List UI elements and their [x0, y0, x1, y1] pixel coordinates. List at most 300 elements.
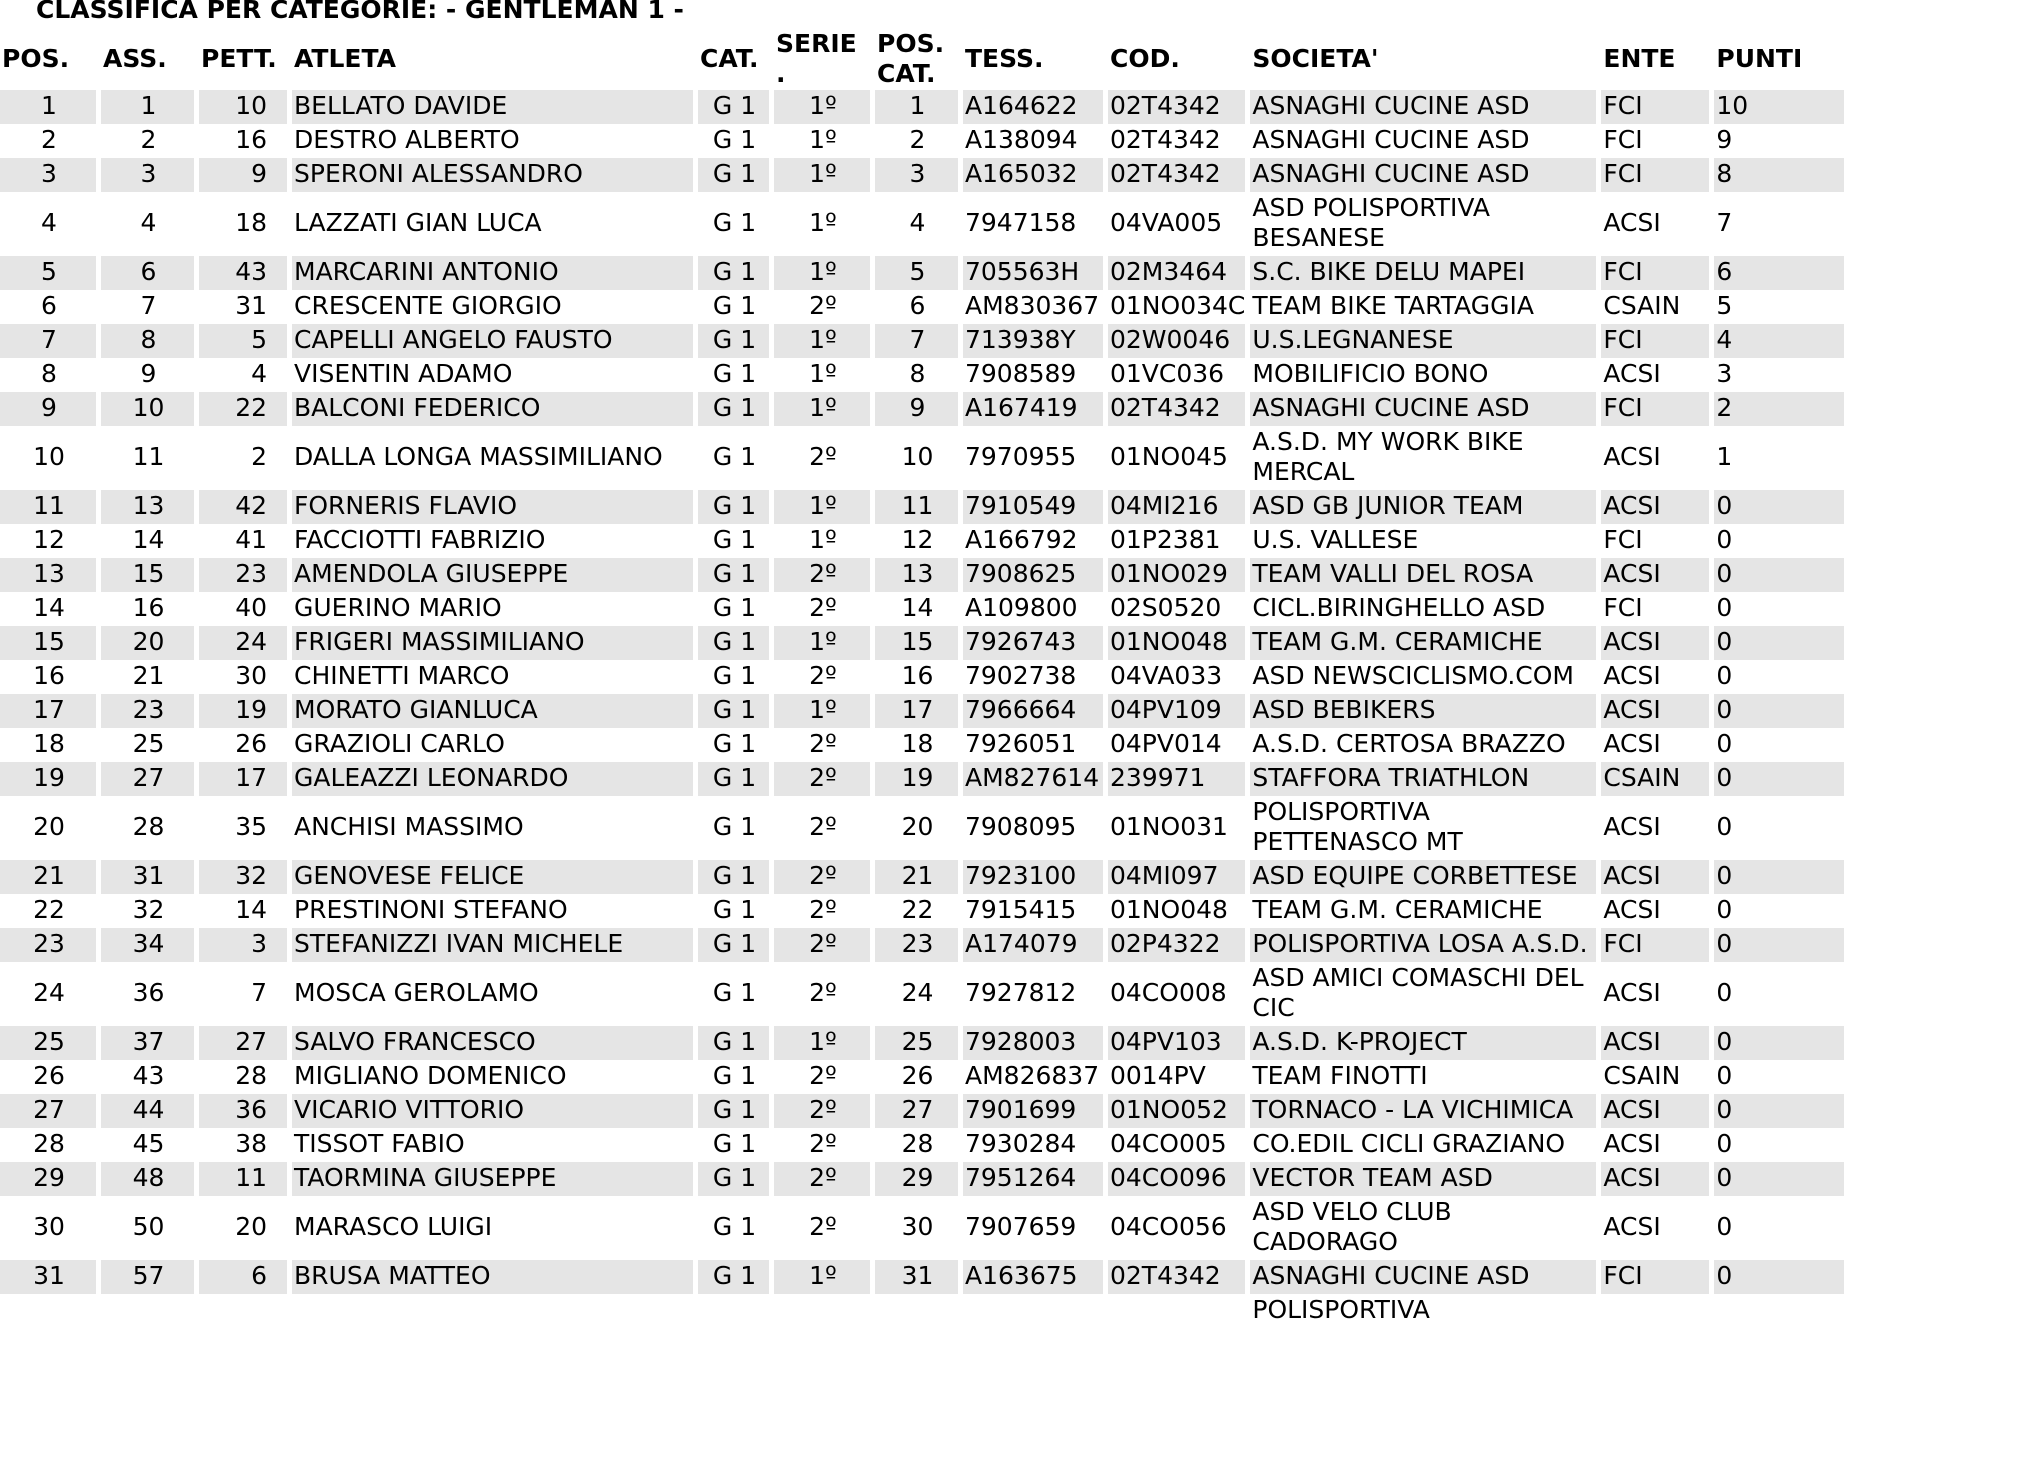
cell-ente: ACSI: [1603, 978, 1661, 1007]
cell-ass: 31: [101, 860, 194, 894]
cell-punti: 0: [1716, 895, 1733, 924]
cell-punti: 0: [1716, 1212, 1733, 1241]
cell-ente: FCI: [1603, 525, 1643, 554]
cell-tess: A138094: [965, 125, 1078, 154]
cell-cat: G 1: [712, 208, 757, 237]
cell-atleta: MARCARINI ANTONIO: [292, 256, 693, 290]
cell-ente: CSAIN: [1603, 291, 1681, 320]
cell-pos: 21: [0, 860, 96, 894]
cell-societa: ASNAGHI CUCINE ASD: [1252, 125, 1530, 154]
cell-serie: 1º: [774, 256, 870, 290]
cell-poscat: 4: [909, 208, 926, 237]
cell-atleta: BELLATO DAVIDE: [292, 90, 693, 124]
cell-serie: 1º: [809, 125, 837, 154]
cell-pos: 17: [0, 694, 96, 728]
cell-poscat: 21: [875, 860, 958, 894]
cell-atleta: DALLA LONGA MASSIMILIANO: [294, 442, 663, 471]
cell-ass: 44: [101, 1094, 194, 1128]
cell-cod: 04CO096: [1108, 1162, 1245, 1196]
cell-ente: ACSI: [1603, 1212, 1661, 1241]
cell-pos: 24: [33, 978, 65, 1007]
cell-pett: 26: [235, 729, 267, 758]
cell-cod: 04MI216: [1108, 490, 1245, 524]
cell-pett: 20: [235, 1212, 267, 1241]
cell-poscat: 10: [901, 442, 934, 471]
cell-societa: ASD VELO CLUB CADORAGO: [1252, 1197, 1452, 1256]
cell-pett: 2: [251, 442, 267, 471]
cell-ass: 43: [132, 1061, 165, 1090]
table-row: [0, 358, 1844, 392]
cell-poscat: 1: [875, 90, 958, 124]
cell-pos: 18: [33, 729, 65, 758]
table-row: [0, 1162, 1844, 1196]
cell-serie: 1º: [809, 359, 837, 388]
col-header-punti: PUNTI: [1716, 44, 1803, 73]
cell-pett: 24: [199, 626, 287, 660]
cell-atleta: BALCONI FEDERICO: [292, 392, 693, 426]
cell-empty: [774, 1294, 870, 1328]
cell-ente: ACSI: [1601, 490, 1709, 524]
cell-cod: 04MI097: [1108, 860, 1245, 894]
col-header-pos: POS.: [2, 44, 70, 73]
cell-cat: G 1: [712, 593, 757, 622]
cell-poscat: 20: [901, 812, 934, 841]
cell-cat: G 1: [712, 1061, 757, 1090]
col-header-poscat: [875, 28, 958, 90]
cell-punti: 9: [1716, 125, 1733, 154]
cell-pos: 26: [33, 1061, 65, 1090]
cell-atleta: GENOVESE FELICE: [292, 860, 693, 894]
cell-ass: 21: [132, 661, 165, 690]
cell-ass: 20: [101, 626, 194, 660]
cell-punti: 5: [1716, 291, 1733, 320]
cell-ass: 50: [132, 1212, 165, 1241]
cell-poscat: 8: [909, 359, 926, 388]
cell-ente: FCI: [1603, 125, 1643, 154]
cell-pett: 19: [199, 694, 287, 728]
cell-societa: TEAM FINOTTI: [1252, 1061, 1428, 1090]
cell-societa: CO.EDIL CICLI GRAZIANO: [1252, 1129, 1566, 1158]
cell-ente: CSAIN: [1603, 1061, 1681, 1090]
cell-cod: 02M3464: [1108, 256, 1245, 290]
cell-tess: 7947158: [965, 208, 1077, 237]
cell-cat: G 1: [712, 442, 757, 471]
cell-empty: [963, 1294, 1103, 1328]
cell-tess: A174079: [963, 928, 1103, 962]
cell-empty: [1108, 1294, 1245, 1328]
cell-cat: G 1: [698, 1162, 769, 1196]
cell-punti: 0: [1714, 490, 1844, 524]
cell-pos: 23: [0, 928, 96, 962]
cell-serie: 2º: [809, 291, 837, 320]
col-header-serie-line1: SERIE: [776, 29, 857, 58]
cell-punti: 0: [1716, 978, 1733, 1007]
cell-ente: ACSI: [1603, 812, 1661, 841]
cell-pos: 12: [33, 525, 65, 554]
cell-cat: G 1: [698, 490, 769, 524]
cell-atleta: GRAZIOLI CARLO: [294, 729, 505, 758]
cell-empty: [698, 1294, 769, 1328]
cell-serie: 2º: [809, 1212, 837, 1241]
cell-poscat: 19: [875, 762, 958, 796]
cell-ass: 34: [101, 928, 194, 962]
cell-atleta: MIGLIANO DOMENICO: [294, 1061, 567, 1090]
table-row: [0, 592, 1844, 626]
cell-pett: 23: [199, 558, 287, 592]
cell-serie: 2º: [774, 558, 870, 592]
cell-cat: G 1: [698, 928, 769, 962]
cell-cod: 02T4342: [1108, 90, 1245, 124]
cell-serie: 1º: [809, 208, 837, 237]
cell-cod: 01NO034C: [1110, 291, 1246, 320]
cell-serie: 2º: [774, 928, 870, 962]
cell-societa: U.S.LEGNANESE: [1250, 324, 1596, 358]
cell-cat: G 1: [698, 1026, 769, 1060]
cell-ass: 23: [101, 694, 194, 728]
table-row: [0, 894, 1844, 928]
cell-societa: ASD POLISPORTIVA BESANESE: [1252, 193, 1491, 252]
col-header-ente: ENTE: [1603, 44, 1676, 73]
cell-ente: ACSI: [1603, 661, 1661, 690]
cell-ass: 25: [132, 729, 165, 758]
cell-ente: ACSI: [1601, 1094, 1709, 1128]
cell-pett: 31: [235, 291, 267, 320]
cell-pett: 14: [235, 895, 267, 924]
cell-ente: ACSI: [1603, 442, 1661, 471]
cell-pos: 10: [33, 442, 65, 471]
cell-empty: [875, 1294, 958, 1328]
cell-cat: G 1: [698, 558, 769, 592]
table-header-row: [0, 28, 1844, 90]
cell-punti: 10: [1714, 90, 1844, 124]
cell-tess: 7951264: [963, 1162, 1103, 1196]
cell-pett: 17: [199, 762, 287, 796]
cell-serie: 1º: [774, 626, 870, 660]
cell-ente: ACSI: [1601, 1162, 1709, 1196]
table-row: [0, 524, 1844, 558]
cell-pos: 25: [0, 1026, 96, 1060]
cell-tess: 7907659: [965, 1212, 1077, 1241]
cell-empty: [199, 1294, 287, 1328]
table-row: [0, 626, 1844, 660]
cell-cod: 02T4342: [1108, 1260, 1245, 1294]
cell-pos: 22: [33, 895, 65, 924]
cell-punti: 4: [1714, 324, 1844, 358]
cell-poscat: 30: [901, 1212, 934, 1241]
cell-tess: A167419: [963, 392, 1103, 426]
cell-ass: 9: [140, 359, 157, 388]
cell-punti: 0: [1716, 593, 1733, 622]
cell-serie: 2º: [809, 593, 837, 622]
cell-pos: 11: [0, 490, 96, 524]
cell-atleta: CHINETTI MARCO: [294, 661, 510, 690]
cell-cat: G 1: [712, 978, 757, 1007]
cell-cod: 01VC036: [1110, 359, 1225, 388]
cell-ente: ACSI: [1601, 860, 1709, 894]
cell-atleta: AMENDOLA GIUSEPPE: [292, 558, 693, 592]
cell-punti: 0: [1714, 762, 1844, 796]
cell-atleta: TISSOT FABIO: [294, 1129, 465, 1158]
cell-poscat: 2: [909, 125, 926, 154]
cell-atleta: VISENTIN ADAMO: [294, 359, 513, 388]
cell-pos: 6: [41, 291, 57, 320]
col-header-societa: SOCIETA': [1252, 44, 1379, 73]
cell-tess: 7928003: [963, 1026, 1103, 1060]
cell-serie: 1º: [774, 90, 870, 124]
cell-tess: 7966664: [963, 694, 1103, 728]
cell-ente: ACSI: [1603, 729, 1661, 758]
cell-pos: 5: [0, 256, 96, 290]
cell-ass: 36: [132, 978, 165, 1007]
table-row: [0, 324, 1844, 358]
cell-societa: ASD AMICI COMASCHI DEL CIC: [1252, 963, 1584, 1022]
cell-cod: 04VA005: [1110, 208, 1223, 237]
cell-cod: 04PV103: [1108, 1026, 1245, 1060]
cell-pos: 20: [33, 812, 65, 841]
cell-tess: A163675: [963, 1260, 1103, 1294]
cell-serie: 1º: [809, 525, 837, 554]
cell-poscat: 22: [901, 895, 934, 924]
cell-cat: G 1: [698, 256, 769, 290]
col-header-serie-line2: .: [776, 59, 786, 88]
cell-societa: POLISPORTIVA PETTENASCO MT: [1252, 797, 1463, 856]
col-header-ass: ASS.: [103, 44, 167, 73]
cell-societa: TEAM VALLI DEL ROSA: [1250, 558, 1596, 592]
cell-punti: 0: [1714, 1026, 1844, 1060]
cell-atleta: GUERINO MARIO: [294, 593, 502, 622]
cell-cat: G 1: [712, 525, 757, 554]
table-row: [0, 1196, 1844, 1260]
cell-cod: 0014PV: [1110, 1061, 1206, 1090]
cell-punti: 0: [1714, 1260, 1844, 1294]
cell-punti: 0: [1714, 860, 1844, 894]
cell-societa: A.S.D. CERTOSA BRAZZO: [1252, 729, 1566, 758]
cell-cod: 01NO052: [1108, 1094, 1245, 1128]
cell-serie: 2º: [774, 860, 870, 894]
cell-pett: 3: [199, 928, 287, 962]
cell-cod: 01NO048: [1110, 895, 1228, 924]
cell-cat: G 1: [698, 324, 769, 358]
table-row: [0, 1260, 1844, 1294]
cell-serie: 2º: [809, 1129, 837, 1158]
col-header-pett: PETT.: [201, 44, 277, 73]
cell-atleta: MOSCA GEROLAMO: [294, 978, 539, 1007]
col-header-serie: [774, 28, 870, 90]
cell-punti: 3: [1716, 359, 1733, 388]
cell-punti: 0: [1716, 729, 1733, 758]
cell-poscat: 14: [901, 593, 934, 622]
cell-societa: POLISPORTIVA LOSA A.S.D.: [1250, 928, 1596, 962]
table-row: [0, 796, 1844, 860]
cell-ente: FCI: [1601, 90, 1709, 124]
cell-ente: ACSI: [1603, 208, 1661, 237]
cell-punti: 0: [1716, 661, 1733, 690]
col-header-poscat-line1: POS.: [877, 29, 945, 58]
cell-societa: A.S.D. MY WORK BIKE MERCAL: [1252, 427, 1524, 486]
cell-atleta: MARASCO LUIGI: [294, 1212, 493, 1241]
cell-serie: 1º: [774, 1026, 870, 1060]
cell-cat: G 1: [698, 860, 769, 894]
table-row: [0, 762, 1844, 796]
cell-empty: [292, 1294, 693, 1328]
cell-empty: [101, 1294, 194, 1328]
cell-societa: ASD GB JUNIOR TEAM: [1250, 490, 1596, 524]
cell-tess: 7923100: [963, 860, 1103, 894]
cell-tess: 7970955: [965, 442, 1077, 471]
cell-cod: 01P2381: [1110, 525, 1221, 554]
cell-atleta: DESTRO ALBERTO: [294, 125, 520, 154]
cell-pett: 35: [235, 812, 267, 841]
cell-cod: 01NO029: [1108, 558, 1245, 592]
cell-empty: [0, 1294, 96, 1328]
cell-poscat: 27: [875, 1094, 958, 1128]
cell-ass: 10: [101, 392, 194, 426]
cell-atleta: FRIGERI MASSIMILIANO: [292, 626, 693, 660]
cell-atleta: FACCIOTTI FABRIZIO: [294, 525, 546, 554]
ranking-table: [0, 28, 1849, 1328]
cell-ente: ACSI: [1601, 626, 1709, 660]
cell-ass: 45: [132, 1129, 165, 1158]
cell-serie: 2º: [809, 1061, 837, 1090]
cell-pos: 14: [33, 593, 65, 622]
cell-cod: 239971: [1108, 762, 1245, 796]
cell-cat: G 1: [712, 359, 757, 388]
cell-pett: 43: [199, 256, 287, 290]
cell-cod: 02T4342: [1108, 392, 1245, 426]
cell-tess: 7910549: [963, 490, 1103, 524]
cell-poscat: 29: [875, 1162, 958, 1196]
cell-atleta: CRESCENTE GIORGIO: [294, 291, 562, 320]
cell-punti: 0: [1716, 1061, 1733, 1090]
cell-ente: ACSI: [1601, 558, 1709, 592]
cell-poscat: 28: [901, 1129, 934, 1158]
cell-serie: 1º: [774, 490, 870, 524]
cell-societa: S.C. BIKE DELU MAPEI: [1250, 256, 1596, 290]
cell-empty: [1714, 1294, 1844, 1328]
table-row: [0, 392, 1844, 426]
table-row: [0, 1026, 1844, 1060]
table-row: [0, 1094, 1844, 1128]
cell-ass: 2: [140, 125, 157, 154]
cell-poscat: 13: [875, 558, 958, 592]
cell-societa: CICL.BIRINGHELLO ASD: [1252, 593, 1546, 622]
table-row: [0, 660, 1844, 694]
cell-atleta: STEFANIZZI IVAN MICHELE: [292, 928, 693, 962]
cell-cod: 04PV109: [1108, 694, 1245, 728]
cell-pos: 1: [0, 90, 96, 124]
cell-serie: 2º: [809, 729, 837, 758]
table-row: [0, 256, 1844, 290]
cell-poscat: 17: [875, 694, 958, 728]
cell-societa: POLISPORTIVA: [1252, 1295, 1430, 1324]
page-title: CLASSIFICA PER CATEGORIE: - GENTLEMAN 1 -: [36, 0, 684, 24]
cell-tess: A109800: [965, 593, 1078, 622]
col-header-atleta: ATLETA: [294, 44, 396, 73]
cell-ass: 37: [101, 1026, 194, 1060]
cell-pett: 27: [199, 1026, 287, 1060]
cell-tess: 7930284: [965, 1129, 1077, 1158]
cell-pett: 7: [251, 978, 267, 1007]
cell-serie: 1º: [774, 158, 870, 192]
table-row: [0, 158, 1844, 192]
cell-cod: 01NO048: [1108, 626, 1245, 660]
cell-atleta: MORATO GIANLUCA: [292, 694, 693, 728]
cell-societa: U.S. VALLESE: [1252, 525, 1419, 554]
cell-poscat: 9: [875, 392, 958, 426]
cell-punti: 0: [1716, 1129, 1733, 1158]
cell-pett: 41: [235, 525, 267, 554]
cell-serie: 2º: [809, 442, 837, 471]
cell-cod: 02P4322: [1108, 928, 1245, 962]
cell-ass: 28: [132, 812, 165, 841]
cell-cod: 02T4342: [1108, 158, 1245, 192]
cell-atleta: SPERONI ALESSANDRO: [292, 158, 693, 192]
cell-poscat: 23: [875, 928, 958, 962]
cell-societa: ASD EQUIPE CORBETTESE: [1250, 860, 1596, 894]
table-row: [0, 1060, 1844, 1094]
cell-cat: G 1: [698, 90, 769, 124]
cell-ente: FCI: [1601, 928, 1709, 962]
cell-tess: AM826837: [965, 1061, 1100, 1090]
cell-pos: 30: [33, 1212, 65, 1241]
cell-serie: 1º: [774, 392, 870, 426]
cell-pos: 15: [0, 626, 96, 660]
cell-tess: 713938Y: [963, 324, 1103, 358]
cell-pos: 7: [0, 324, 96, 358]
cell-ente: CSAIN: [1601, 762, 1709, 796]
cell-societa: TORNACO - LA VICHIMICA: [1250, 1094, 1596, 1128]
cell-tess: 7908589: [965, 359, 1077, 388]
cell-tess: A165032: [963, 158, 1103, 192]
cell-ass: 4: [140, 208, 157, 237]
cell-pos: 2: [41, 125, 57, 154]
cell-serie: 1º: [774, 1260, 870, 1294]
table-row: [0, 290, 1844, 324]
cell-ente: ACSI: [1603, 895, 1661, 924]
cell-poscat: 26: [901, 1061, 934, 1090]
cell-ass: 14: [132, 525, 165, 554]
table-row: [0, 694, 1844, 728]
cell-atleta: PRESTINONI STEFANO: [294, 895, 568, 924]
cell-tess: 705563H: [963, 256, 1103, 290]
cell-serie: 1º: [774, 694, 870, 728]
cell-pett: 4: [251, 359, 267, 388]
cell-cat: G 1: [712, 1129, 757, 1158]
cell-poscat: 16: [901, 661, 934, 690]
cell-pos: 31: [0, 1260, 96, 1294]
cell-ente: FCI: [1601, 392, 1709, 426]
cell-cat: G 1: [698, 1260, 769, 1294]
cell-serie: 2º: [774, 1162, 870, 1196]
cell-pos: 29: [0, 1162, 96, 1196]
cell-punti: 7: [1716, 208, 1733, 237]
cell-pett: 5: [199, 324, 287, 358]
cell-punti: 0: [1716, 525, 1733, 554]
cell-poscat: 6: [909, 291, 926, 320]
cell-ass: 15: [101, 558, 194, 592]
cell-cat: G 1: [698, 158, 769, 192]
cell-ass: 1: [101, 90, 194, 124]
table-row: [0, 90, 1844, 124]
cell-tess: 7927812: [965, 978, 1077, 1007]
cell-ass: 13: [101, 490, 194, 524]
cell-tess: 7926051: [965, 729, 1077, 758]
cell-cod: 04CO005: [1110, 1129, 1227, 1158]
table-row: [0, 962, 1844, 1026]
cell-atleta: ANCHISI MASSIMO: [294, 812, 524, 841]
cell-pett: 9: [199, 158, 287, 192]
cell-empty: [1601, 1294, 1709, 1328]
